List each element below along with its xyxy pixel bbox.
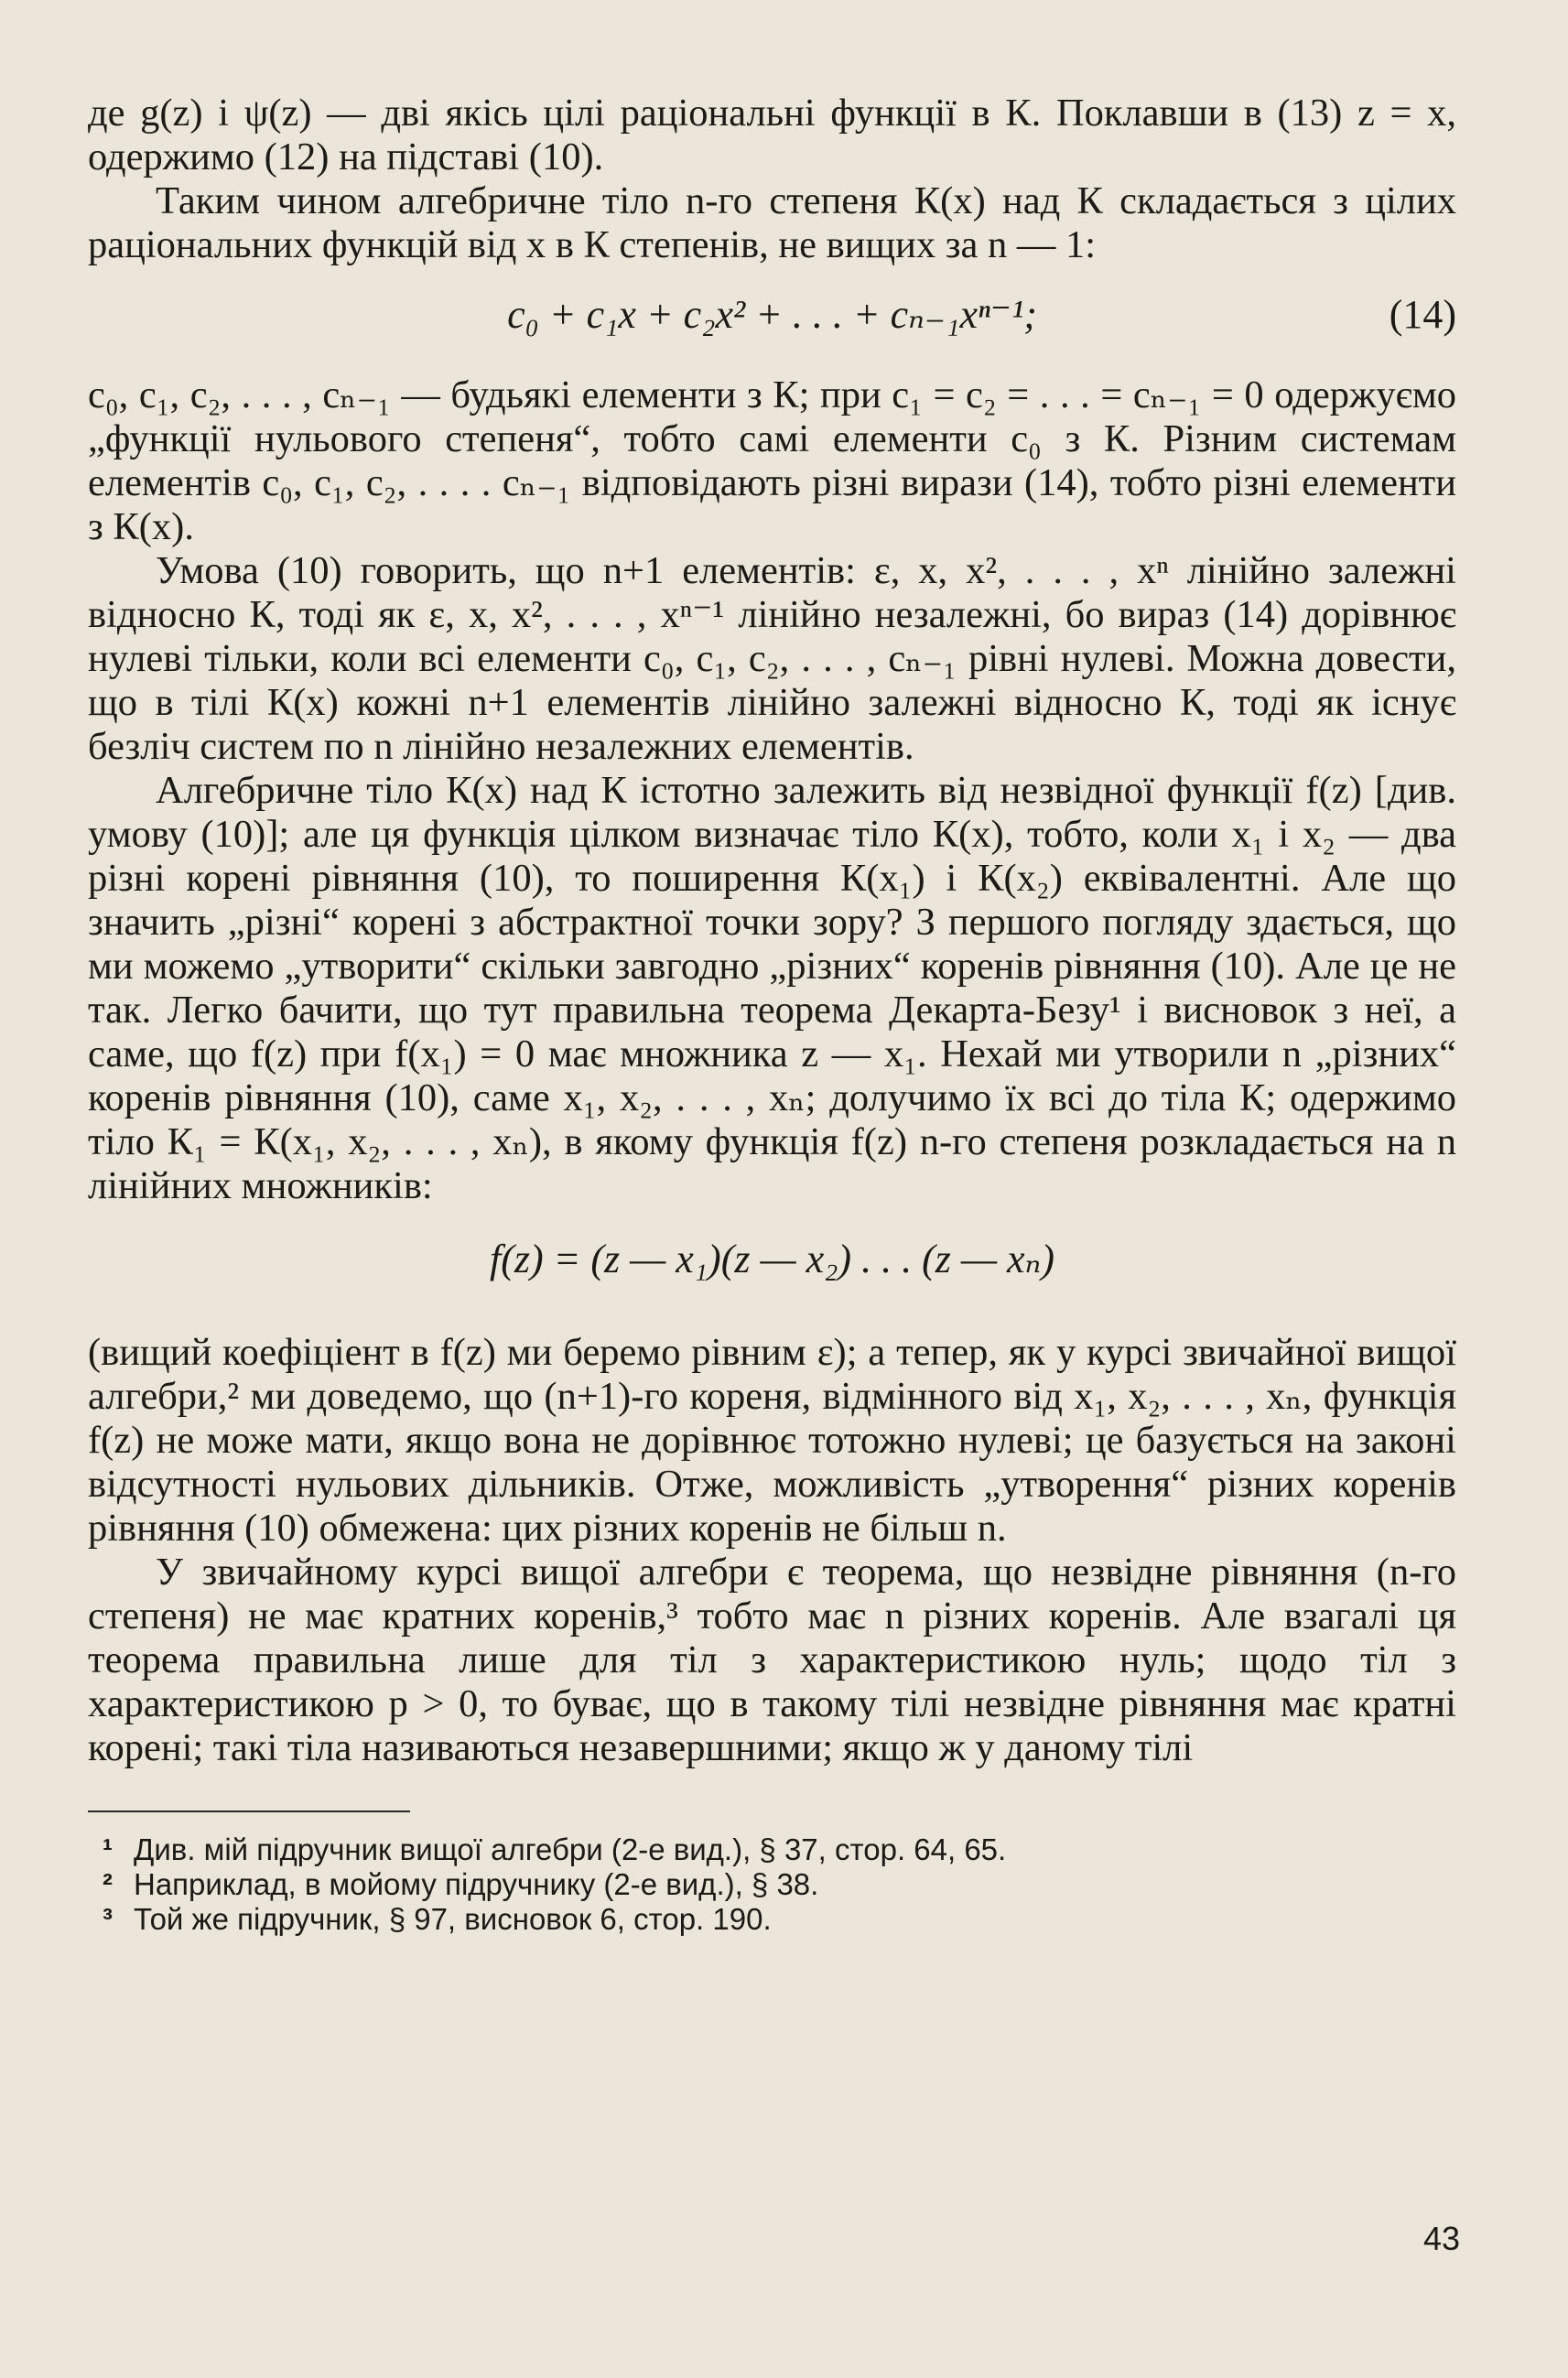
formula-14-number: (14) [1389,292,1456,337]
footnote-3-mark: ³ [103,1902,113,1936]
footnote-divider [88,1811,410,1812]
paragraph-7: У звичайному курсі вищої алгебри є теорема, що незвідне рівняння (n-го степеня) не має кратних коренів,³ тобто має n різних коренів. Але взагалі ця теорема правильна лише для тіл з характеристикою нуль; щодо тіл з характеристикою p > 0, то буває, що в такому тілі незвідне рівняння має кратні корені; такі тіла називаються незавершними; якщо ж у даному тілі [88,1551,1456,1769]
formula-14 [88,293,1456,337]
formula-factorization-expression: f(z) = (z — x₁)(z — x₂) . . . (z — xₙ) [489,1237,1054,1281]
formula-14-expression: c₀ + c₁x + c₂x² + . . . + cₙ₋₁xⁿ⁻¹; [507,292,1037,337]
footnote-2-mark: ² [103,1867,113,1901]
footnote-3-text: Той же підручник, § 97, висновок 6, стор. 190. [134,1902,772,1936]
page-body [88,92,1456,1937]
paragraph-5: Алгебричне тіло К(x) над К істотно залежить від незвідної функції f(z) [див. умову (10)]; але ця функція цілком визначає тіло К(x), тобто, коли x₁ і x₂ — два різні корені рівняння (10), то поширення К(x₁) і К(x₂) еквівалентні. Але що значить „різні“ корені з абстрактної точки зору? З першого погляду здається, що ми можемо „утворити“ скільки завгодно „різних“ коренів рівняння (10). Але це не так. Легко бачити, що тут правильна теорема Декарта-Безу¹ і висновок з неї, а саме, що f(z) при f(x₁) = 0 має множника z — x₁. Нехай ми утворили n „різних“ коренів рівняння (10), саме x₁, x₂, . . . , xₙ; долучимо їх всі до тіла К; одержимо тіло К₁ = К(x₁, x₂, . . . , xₙ), в якому функція f(z) n-го степеня розкладається на n лінійних множників: [88,769,1456,1207]
paragraph-6: (вищий коефіціент в f(z) ми беремо рівним ε); а тепер, як у курсі звичайної вищої алгебри,² ми доведемо, що (n+1)-го кореня, відмінного від x₁, x₂, . . . , xₙ, функція f(z) не може мати, якщо вона не дорівнює тотожно нулеві; це базується на законі відсутності нульових дільників. Отже, можливість „утворення“ різних коренів рівняння (10) обмежена: цих різних коренів не більш n. [88,1331,1456,1550]
paragraph-3: c₀, c₁, c₂, . . . , cₙ₋₁ — будьякі елементи з К; при c₁ = c₂ = . . . = cₙ₋₁ = 0 одержуємо „функції нульового степеня“, тобто самі елементи c₀ з К. Різним системам елементів c₀, c₁, c₂, . . . . cₙ₋₁ відповідають різні вирази (14), тобто різні елементи з К(x). [88,373,1456,548]
footnote-1-text: Див. мій підручник вищої алгебри (2-е вид.), § 37, стор. 64, 65. [134,1832,1007,1866]
page-number: 43 [1423,2220,1461,2257]
footnote-1-mark: ¹ [103,1832,113,1866]
paragraph-4: Умова (10) говорить, що n+1 елементів: ε, x, x², . . . , xⁿ лінійно залежні відносно К, тоді як ε, x, x², . . . , xⁿ⁻¹ лінійно незалежні, бо вираз (14) дорівнює нулеві тільки, коли всі елементи c₀, c₁, c₂, . . . , cₙ₋₁ рівні нулеві. Можна довести, що в тілі К(x) кожні n+1 елементів лінійно залежні відносно К, тоді як існує безліч систем по n лінійно незалежних елементів. [88,549,1456,768]
footnote-1 [88,1832,1456,1867]
paragraph-2: Таким чином алгебричне тіло n-го степеня К(x) над К складається з цілих раціональних функцій від x в К степенів, не вищих за n — 1: [88,179,1456,266]
footnote-2 [88,1867,1456,1902]
formula-factorization [88,1238,1456,1281]
paragraph-1: де g(z) і ψ(z) — дві якісь цілі раціональні функції в К. Поклавши в (13) z = x, одержимо (12) на підставі (10). [88,92,1456,178]
footnote-3 [88,1902,1456,1937]
footnote-2-text: Наприклад, в мойому підручнику (2-е вид.), § 38. [134,1867,819,1901]
